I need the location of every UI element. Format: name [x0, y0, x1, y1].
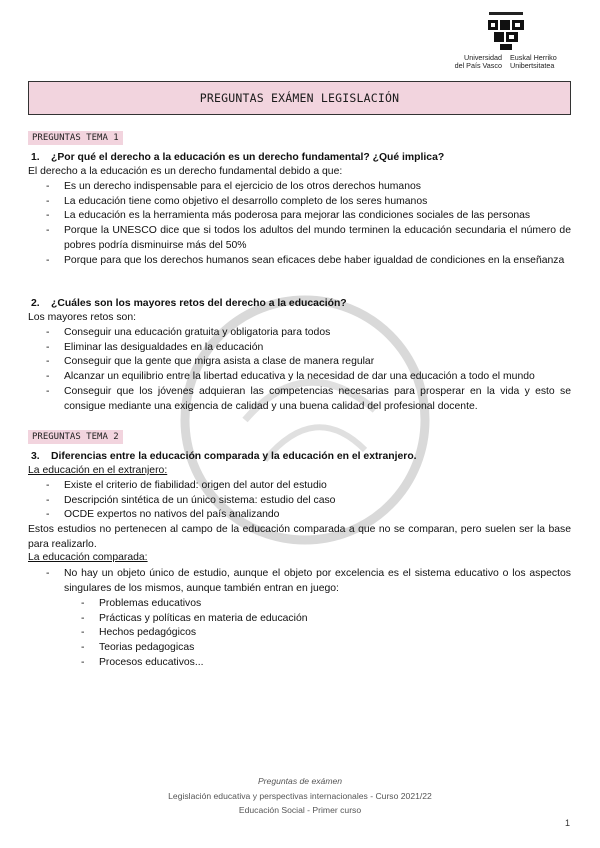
- ehu-logo-icon: [486, 12, 526, 52]
- question-text: ¿Cuáles son los mayores retos del derecho a la educación?: [51, 298, 347, 309]
- question-3: [28, 451, 417, 462]
- list-item: - Conseguir una educación gratuita y obligatoria para todos: [28, 326, 571, 341]
- list-item: - Porque para que los derechos humanos sean eficaces debe haber igualdad de condiciones en la enseñanza: [28, 254, 571, 269]
- list-item: - Es un derecho indispensable para el ejercicio de los otros derechos humanos: [28, 180, 571, 195]
- nested-list-item: - Problemas educativos: [64, 597, 308, 612]
- footer-program: Educación Social - Primer curso: [238, 805, 362, 815]
- page-number: 1: [565, 818, 571, 828]
- question-text: Diferencias entre la educación comparada y la educación en el extranjero.: [51, 451, 417, 462]
- list-item: - Alcanzar un equilibrio entre la libertad educativa y la necesidad de dar una educación a todo el mundo: [28, 370, 571, 385]
- university-logo: [446, 12, 576, 74]
- answer-list: [28, 180, 571, 268]
- list-item: - Eliminar las desigualdades en la educación: [28, 341, 571, 356]
- list-item: - Existe el criterio de fiabilidad: origen del autor del estudio: [28, 479, 571, 494]
- nested-list-item: - Procesos educativos...: [64, 656, 308, 671]
- nested-list-item: - Hechos pedagógicos: [64, 626, 308, 641]
- question-text: ¿Por qué el derecho a la educación es un derecho fundamental? ¿Qué implica?: [51, 152, 445, 163]
- list-item: - OCDE expertos no nativos del país analizando: [28, 508, 571, 523]
- subsection-title: La educación en el extranjero:: [28, 465, 168, 476]
- logo-text-spanish: Universidad del País Vasco: [454, 53, 502, 70]
- nested-list-item: - Teorias pedagogicas: [64, 641, 308, 656]
- list-item: - Conseguir que la gente que migra asista a clase de manera regular: [28, 355, 571, 370]
- paragraph: Estos estudios no pertenecen al campo de la educación comparada a que no se comparan, pero suelen ser la base para realizarlo.: [28, 524, 571, 550]
- list-item: - Descripción sintética de un único sistema: estudio del caso: [28, 494, 571, 509]
- section-label-tema-1: PREGUNTAS TEMA 1: [28, 131, 123, 145]
- answer-intro: Los mayores retos son:: [28, 312, 136, 323]
- nested-list: [64, 597, 308, 671]
- list-item: - Conseguir que los jóvenes adquieran las competencias necesarias para prosperar en la vida y esto se consigue mediante una exigencia de calidad y una buena calidad del profesional docente.: [28, 385, 571, 414]
- answer-intro: El derecho a la educación es un derecho fundamental debido a que:: [28, 166, 343, 177]
- answer-list: [28, 567, 571, 596]
- answer-list: [28, 326, 571, 414]
- section-label-tema-2: PREGUNTAS TEMA 2: [28, 430, 123, 444]
- nested-list-item: - Prácticas y políticas en materia de educación: [64, 612, 308, 627]
- question-2: [28, 298, 347, 309]
- answer-list: [28, 479, 571, 523]
- subsection-title: La educación comparada:: [28, 552, 148, 563]
- question-1: [28, 152, 444, 163]
- list-item: - La educación es la herramienta más poderosa para mejorar las condiciones sociales de las personas: [28, 209, 571, 224]
- question-number: 3.: [31, 451, 40, 462]
- list-item: - No hay un objeto único de estudio, aunque el objeto por excelencia es el sistema educativo o los aspectos singulares de los mismos, aunque también entran en juego:: [28, 567, 571, 596]
- footer-course: Legislación educativa y perspectivas internacionales - Curso 2021/22: [168, 791, 432, 801]
- document-title: PREGUNTAS EXÁMEN LEGISLACIÓN: [199, 91, 400, 105]
- list-item: - Porque la UNESCO dice que si todos los adultos del mundo terminen la educación secundaria el número de pobres podría disminuirse más del 50%: [28, 224, 571, 253]
- list-item: - La educación tiene como objetivo el desarrollo completo de los seres humanos: [28, 195, 571, 210]
- document-title-box: [28, 81, 571, 115]
- question-number: 1.: [31, 152, 40, 163]
- question-number: 2.: [31, 298, 40, 309]
- logo-text-basque: Euskal Herriko Unibertsitatea: [510, 53, 557, 70]
- footer-title: Preguntas de exámen: [257, 776, 343, 786]
